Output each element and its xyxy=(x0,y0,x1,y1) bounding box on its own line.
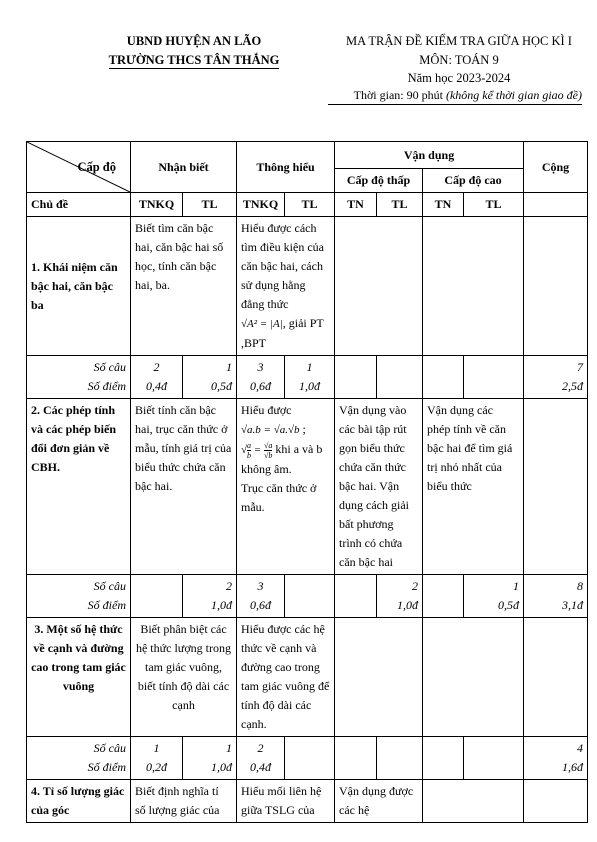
subject: MÔN: TOÁN 9 xyxy=(419,53,499,67)
sub-header: TNKQ xyxy=(237,193,285,217)
count-score-cell xyxy=(335,356,377,399)
nhan-biet-description: Biết tính căn bậc hai, trục căn thức ở mẫu, tính giá trị của biểu thức chứa căn bậc hai. xyxy=(131,399,237,575)
count-score-cell xyxy=(423,737,464,780)
count-score-cell xyxy=(377,356,423,399)
topic-column-label: Chủ đề xyxy=(27,193,131,217)
formula-sqrt-product: √a.b = √a.√b xyxy=(241,424,300,436)
topic-name: 2. Các phép tính và các phép biến đổi đơn giản về CBH. xyxy=(27,399,131,575)
header-thong-hieu: Thông hiểu xyxy=(237,142,335,193)
count-score-cell: 1 0,5đ xyxy=(183,356,237,399)
formula-sqrt-quotient: √ $\frac{a}{b}$ = $\frac{√a}{√b}$ xyxy=(241,440,273,460)
exam-matrix-table xyxy=(26,141,588,823)
count-score-cell: 2 0,4đ xyxy=(131,356,183,399)
count-score-cell: 3 0,6đ xyxy=(237,356,285,399)
cong-empty xyxy=(524,399,588,575)
van-dung-cao-description xyxy=(423,780,524,823)
count-score-cell xyxy=(131,575,183,618)
topic-name: 1. Khái niệm căn bậc hai, căn bậc ba xyxy=(27,217,131,356)
count-score-cell xyxy=(464,356,524,399)
formula-sqrt-a-squared: √A² = |A| xyxy=(241,318,283,330)
count-score-labels: Số câu Số điểm xyxy=(27,575,131,618)
count-score-cell: 1 1,0đ xyxy=(183,737,237,780)
sub-header: TN xyxy=(335,193,377,217)
count-score-labels: Số câu Số điểm xyxy=(27,356,131,399)
sub-header: TL xyxy=(285,193,335,217)
school-year: Năm học 2023-2024 xyxy=(407,71,511,85)
exam-time: Thời gian: 90 phút (không kể thời gian giao đề) xyxy=(328,86,582,105)
thong-hieu-description: Hiểu được các hệ thức về cạnh và đường cao trong tam giác vuông để tính độ dài các cạnh. xyxy=(237,618,335,737)
sub-header: TNKQ xyxy=(131,193,183,217)
van-dung-cao-description xyxy=(423,618,524,737)
count-score-cell: 2 0,4đ xyxy=(237,737,285,780)
header-cong: Cộng xyxy=(524,142,588,193)
count-score-labels: Số câu Số điểm xyxy=(27,737,131,780)
count-score-cell xyxy=(335,575,377,618)
count-score-cell: 2 1,0đ xyxy=(183,575,237,618)
nhan-biet-description: Biết định nghĩa tỉ số lượng giác của xyxy=(131,780,237,823)
van-dung-thap-description: Vận dụng vào các bài tập rút gọn biểu thức chứa căn thức bậc hai. Vận dụng cách giải bất phương trình có chứa căn bậc hai xyxy=(335,399,423,575)
count-score-cell: 1 1,0đ xyxy=(285,356,335,399)
sub-header: TN xyxy=(423,193,464,217)
count-score-cell xyxy=(377,737,423,780)
thong-hieu-description: Hiểu được cách tìm điều kiện của căn bậc hai, cách sử dụng hằng đẳng thức √A² = |A|, giải PT ,BPT xyxy=(237,217,335,356)
count-score-cell xyxy=(285,737,335,780)
nhan-biet-description: Biết phân biệt các hệ thức lượng trong tam giác vuông, biết tính độ dài các cạnh xyxy=(131,618,237,737)
topic-name: 3. Một số hệ thức về cạnh và đường cao trong tam giác vuông xyxy=(27,618,131,737)
count-score-cell xyxy=(423,356,464,399)
district-name: UBND HUYỆN AN LÃO xyxy=(126,34,262,48)
count-score-cell xyxy=(335,737,377,780)
school-name: TRƯỜNG THCS TÂN THẮNG xyxy=(108,53,280,67)
corner-header-cell xyxy=(27,142,131,193)
total-cell: 8 3,1đ xyxy=(524,575,588,618)
thong-hieu-description: Hiểu mối liên hệ giữa TSLG của xyxy=(237,780,335,823)
count-score-cell: 1 0,2đ xyxy=(131,737,183,780)
count-score-cell xyxy=(423,575,464,618)
header-van-dung: Vận dụng xyxy=(335,142,524,169)
van-dung-cao-description xyxy=(423,217,524,356)
header-nhan-biet: Nhận biết xyxy=(131,142,237,193)
topic-name: 4. Tỉ số lượng giác của góc xyxy=(27,780,131,823)
sub-header: TL xyxy=(464,193,524,217)
total-cell: 4 1,6đ xyxy=(524,737,588,780)
total-cell: 7 2,5đ xyxy=(524,356,588,399)
sub-header: TL xyxy=(183,193,237,217)
cong-empty xyxy=(524,217,588,356)
header-cap-do-cao: Cấp độ cao xyxy=(423,169,524,193)
cong-empty xyxy=(524,780,588,823)
thong-hieu-description: Hiểu được √a.b = √a.√b ; √ $\frac{a}{b}$ = $\frac{√a}{√b}$ khi a và b không âm. Trục căn thức ở mẫu. xyxy=(237,399,335,575)
count-score-cell: 2 1,0đ xyxy=(377,575,423,618)
cong-empty xyxy=(524,618,588,737)
header-cap-do-thap: Cấp độ thấp xyxy=(335,169,423,193)
nhan-biet-description: Biết tìm căn bậc hai, căn bậc hai số học, tính căn bậc hai, ba. xyxy=(131,217,237,356)
sub-header-empty xyxy=(524,193,588,217)
document-title: MA TRẬN ĐỀ KIỂM TRA GIỮA HỌC KÌ I xyxy=(346,34,572,48)
count-score-cell: 1 0,5đ xyxy=(464,575,524,618)
van-dung-thap-description xyxy=(335,618,423,737)
count-score-cell: 3 0,6đ xyxy=(237,575,285,618)
count-score-cell xyxy=(285,575,335,618)
count-score-cell xyxy=(464,737,524,780)
van-dung-thap-description xyxy=(335,217,423,356)
van-dung-thap-description: Vận dụng được các hệ xyxy=(335,780,423,823)
corner-level-label: Cấp độ xyxy=(77,160,116,174)
document-header xyxy=(0,0,597,145)
sub-header: TL xyxy=(377,193,423,217)
van-dung-cao-description: Vận dụng các phép tính về căn bậc hai để tìm giá trị nhỏ nhất của biểu thức xyxy=(423,399,524,575)
